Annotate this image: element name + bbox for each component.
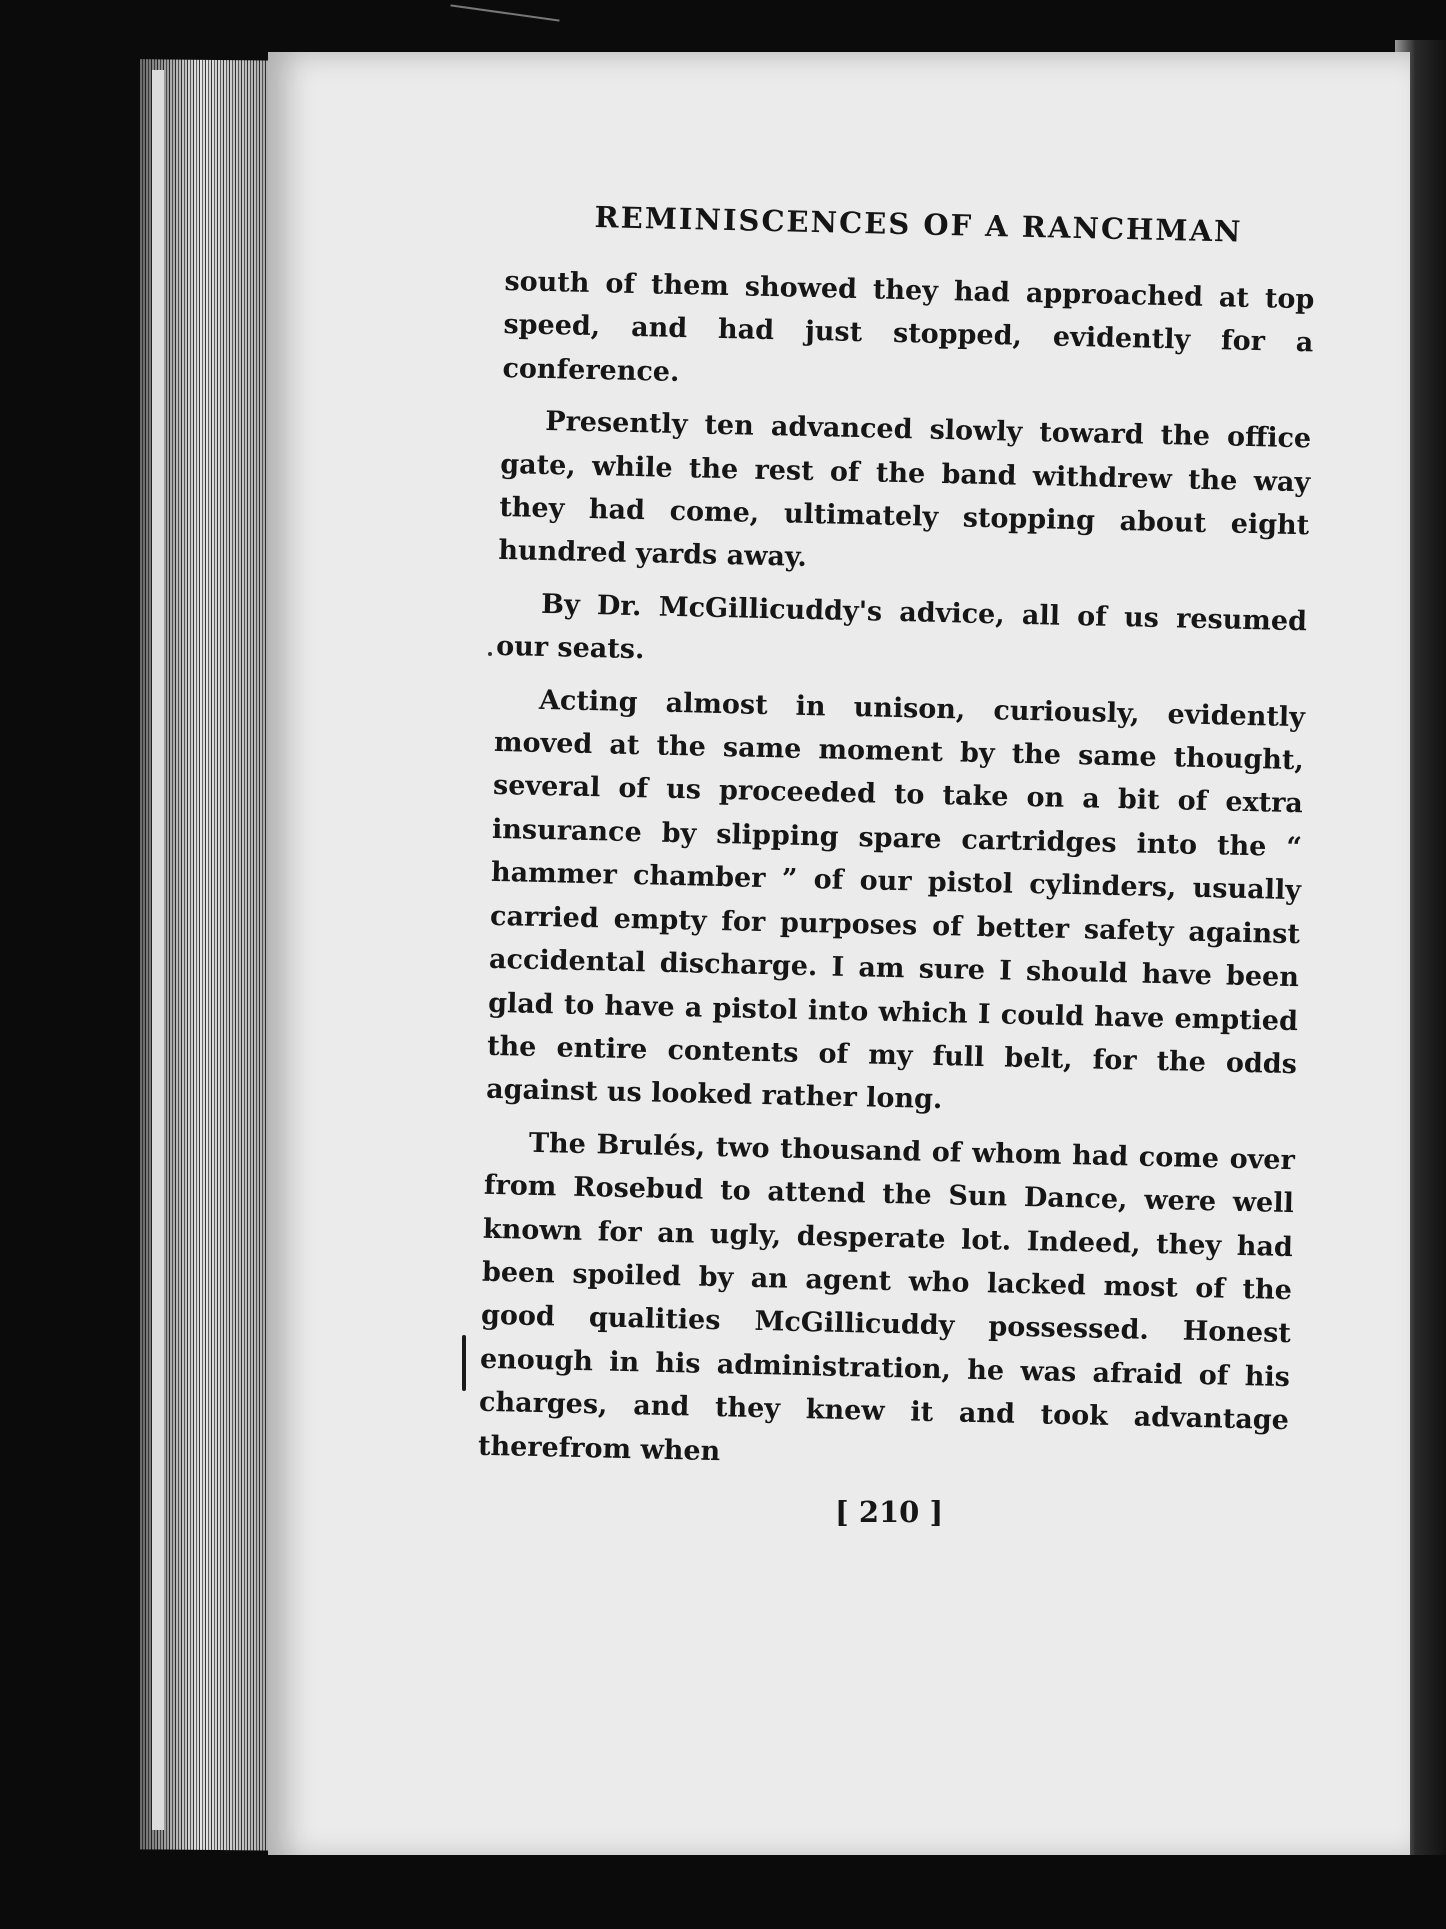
running-head: REMINISCENCES OF A RANCHMAN bbox=[594, 200, 1243, 249]
body-text bbox=[477, 260, 1314, 1495]
book-edge-highlight bbox=[152, 70, 164, 1830]
paragraph-1: south of them showed they had approached at top speed, and had just stopped, evidently for a conference. bbox=[502, 265, 1315, 388]
paragraph-2: Presently ten advanced slowly toward the office gate, while the rest of the band withdrew the way they had come, ultimately stopping about eight hundred yards away. bbox=[498, 406, 1312, 574]
margin-dot bbox=[488, 652, 492, 656]
paragraph-3: By Dr. McGillicuddy's advice, all of us resumed our seats. bbox=[495, 588, 1308, 666]
scan-bottom-border bbox=[200, 1855, 1446, 1929]
paragraph-4: Acting almost in unison, curiously, evidently moved at the same moment by the same thought, several of us proceeded to take on a bit of extra insurance by slipping spare cartridges into the “ hammer chamber ” of our pistol cylinders, usually carried empty for purposes of better safety against accidental discharge. I am sure I should have been glad to have a pistol into which I could have emptied the entire contents of my full belt, for the odds against us looked rather long. bbox=[485, 684, 1306, 1116]
paragraph-5: The Brulés, two thousand of whom had come over from Rosebud to attend the Sun Dance, were well known for an ugly, desperate lot. Indeed, they had been spoiled by an agent who lacked most of the good qualities McGillicuddy possessed. Honest enough in his administration, he was afraid of his charges, and they knew it and took advantage therefrom when bbox=[477, 1127, 1296, 1467]
scan-artifact bbox=[450, 4, 559, 21]
page-number: [ 210 ] bbox=[835, 1495, 944, 1529]
margin-mark bbox=[462, 1335, 466, 1391]
